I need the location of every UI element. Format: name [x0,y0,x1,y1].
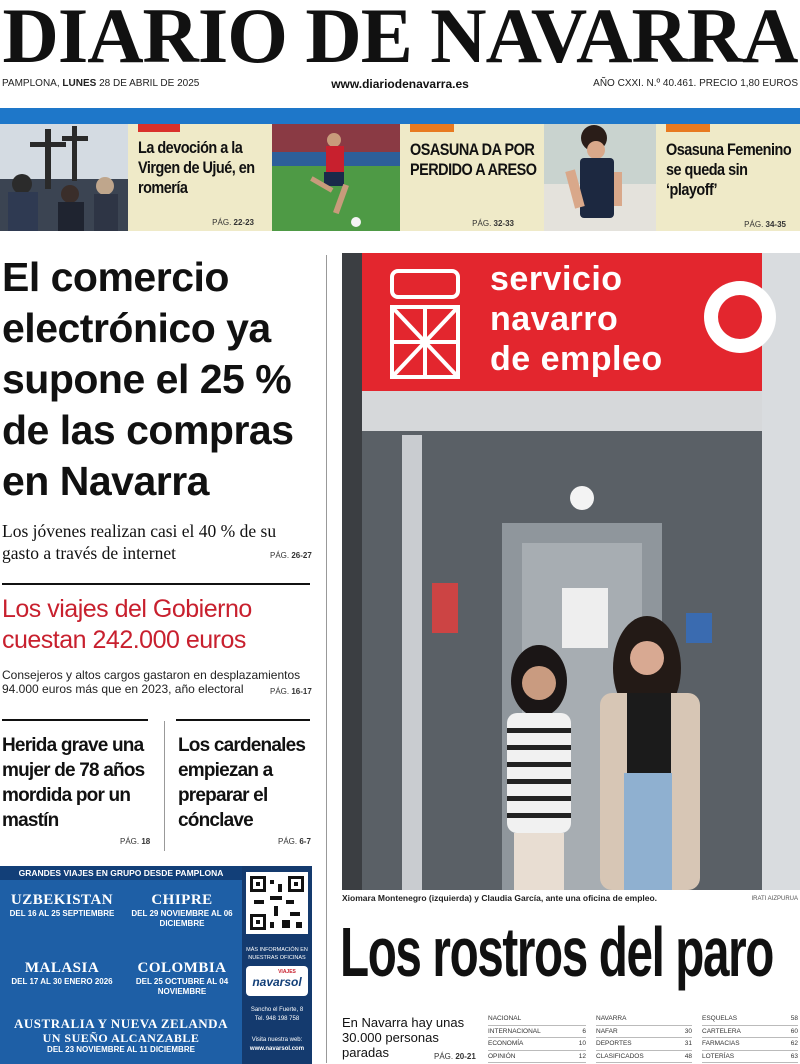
ad-special-title: AUSTRALIA Y NUEVA ZELANDA [14,1016,228,1031]
ad-trip-country: UZBEKISTAN [10,892,114,908]
ad-trip-2[interactable] [122,892,242,929]
photo-caption: Xiomara Montenegro (izquierda) y Claudia García, ante una oficina de empleo. [342,893,658,903]
ad-special-sub: UN SUEÑO ALCANZABLE [42,1031,200,1045]
teaser-3-title: Osasuna Femenino se queda sin ‘playoff’ [666,140,792,199]
index-row-name: LOTERÍAS [702,1052,735,1060]
ad-trip-country: COLOMBIA [137,960,227,976]
main-photo[interactable] [342,253,800,890]
teaser-3-page [744,220,786,229]
teaser-1-page-prefix: PÁG. [212,218,232,227]
teaser-1-accent [138,124,180,132]
story2-page-number: 16-17 [291,687,312,696]
ad-trip-dates: DEL 29 NOVIEMBRE AL 06 DICIEMBRE [131,909,233,928]
index-row-page: 48 [684,1052,692,1060]
story3-page-number: 18 [141,837,151,846]
index-row[interactable] [702,1026,798,1039]
site-url[interactable]: www.diariodenavarra.es [331,77,469,91]
index-row[interactable] [596,1051,692,1064]
index-row-page: 6 [582,1027,586,1035]
ad-trip-dates: DEL 25 OCTUBRE AL 04 NOVIEMBRE [135,977,229,996]
lead-page-prefix: PÁG. [434,1052,454,1061]
story4-headline[interactable]: Los cardenales empiezan a preparar el cónclave [178,735,306,831]
teaser-2-title: OSASUNA DA POR PERDIDO A ARESO [410,140,537,179]
ad-info: MÁS INFORMACIÓN EN NUESTRAS OFICINAS [246,947,308,961]
index-row-page: 10 [578,1040,586,1047]
lead-page [434,1052,476,1061]
dateline-day: LUNES [62,78,97,89]
index-row[interactable] [596,1013,692,1026]
office-sign [490,259,730,379]
main-page-prefix: PÁG. [270,551,290,560]
index-row-page: 58 [790,1015,798,1022]
index-row-name: FARMACIAS [702,1040,740,1047]
index-row-name: OPINIÓN [488,1052,516,1060]
index-row-name: CLASIFICADOS [596,1052,644,1060]
divider [2,719,148,721]
story2-body: Consejeros y altos cargos gastaron en desplazamientos 94.000 euros más que en 2023, año electoral [2,668,301,696]
index-row-page: 63 [790,1052,798,1060]
sign-line-2: navarro [490,300,619,338]
divider [2,583,310,585]
index-row-name: ESQUELAS [702,1015,738,1022]
ad-trip-dates: DEL 16 AL 25 SEPTIEMBRE [9,909,115,918]
teaser-2-photo[interactable] [272,124,400,231]
index-row-page: 12 [578,1052,586,1060]
ad-web[interactable] [246,1036,308,1054]
index-row-name: DEPORTES [596,1040,632,1047]
qr-code[interactable] [246,872,308,934]
index-row-name: CARTELERA [702,1027,741,1035]
ad-web-url: www.navarsol.com [249,1046,305,1052]
teaser-2-accent [410,124,454,132]
ad-special[interactable] [0,1016,242,1055]
procession-image [0,124,128,231]
story4-page [278,837,311,846]
teaser-3-page-number: 34-35 [765,220,786,229]
divider [176,719,310,721]
teaser-1-photo[interactable] [0,124,128,231]
ad-address-line: Sancho el Fuerte, 8 [250,1007,304,1013]
soccer-player-image [272,124,400,231]
index-row-page: 62 [790,1040,798,1047]
index-col-2 [596,1013,692,1063]
qr-code-icon [250,876,304,930]
story3-page-prefix: PÁG. [120,837,140,846]
index-row[interactable] [702,1013,798,1026]
index-row[interactable] [596,1026,692,1039]
ad-address [246,1006,308,1024]
ad-trip-dates: DEL 17 AL 30 ENERO 2026 [11,977,113,986]
teaser-1[interactable] [128,124,272,231]
ad-trip-3[interactable] [2,960,122,987]
index-row[interactable] [488,1051,586,1064]
lead-body: En Navarra hay unas 30.000 personas paradas [342,1015,465,1060]
ad-brand-logo[interactable] [246,966,308,996]
index-row-page: 31 [684,1040,692,1047]
female-player-image [544,124,656,231]
teaser-1-page [212,218,254,227]
index-row-name: NAFAR [596,1027,618,1035]
index-row[interactable] [702,1038,798,1051]
main-headline[interactable]: El comercio electrónico ya supone el 25 % de las compras en Navarra [2,254,294,504]
story2-headline[interactable]: Los viajes del Gobierno cuestan 242.000 euros [2,595,252,654]
index-row-page: 30 [684,1027,692,1035]
column-divider [164,721,165,851]
ad-brand: navarsol [252,975,302,989]
travel-ad[interactable] [0,866,312,1064]
ad-trip-4[interactable] [122,960,242,997]
sign-line-3: de empleo [490,340,663,378]
teaser-1-title: La devoción a la Virgen de Ujué, en romería [138,138,255,197]
ad-special-dates: DEL 23 NOVIEMBRE AL 11 DICIEMBRE [47,1045,195,1054]
index-row-name: ECONOMÍA [488,1040,524,1047]
index-row-name: INTERNACIONAL [488,1027,541,1035]
ad-phone: Tel. 948 198 758 [254,1016,300,1022]
teaser-2-page-number: 32-33 [493,219,514,228]
main-subhead: Los jóvenes realizan casi el 40 % de su gasto a través de internet [2,521,277,563]
masthead-title[interactable]: DIARIO DE NAVARRA [2,0,798,79]
teaser-1-page-number: 22-23 [233,218,254,227]
teaser-3-accent [666,124,710,132]
main-page [270,551,312,560]
main-page-number: 26-27 [291,551,312,560]
edition-info: AÑO CXXI. N.º 40.461. PRECIO 1,80 EUROS [593,78,798,89]
story4-page-number: 6-7 [299,837,311,846]
teaser-2-page [472,219,514,228]
story2-page [270,687,312,696]
ad-trip-country: MALASIA [24,960,100,976]
dateline-date: 28 DE ABRIL DE 2025 [99,78,200,89]
index-row[interactable] [596,1038,692,1051]
teaser-3[interactable] [656,124,800,231]
teaser-2[interactable] [400,124,544,231]
story3-headline[interactable]: Herida grave una mujer de 78 años mordida por un mastín [2,735,145,831]
story4-page-prefix: PÁG. [278,837,298,846]
top-color-bar [0,108,800,124]
story3-page [120,837,150,846]
dateline-city: PAMPLONA, [2,78,60,89]
index-row-name: NACIONAL [488,1015,522,1022]
photo-credit: IRATI AIZPURUA [751,896,798,902]
teaser-3-page-prefix: PÁG. [744,220,764,229]
teaser-3-photo[interactable] [544,124,656,231]
teaser-2-page-prefix: PÁG. [472,219,492,228]
lead-headline[interactable]: Los rostros del paro [340,913,774,991]
ad-header: GRANDES VIAJES EN GRUPO DESDE PAMPLONA [0,866,242,880]
ad-brand-top: VIAJES [278,969,296,975]
index-row-name: NAVARRA [596,1015,627,1022]
sign-line-1: servicio [490,260,623,298]
index-row[interactable] [488,1013,586,1026]
lead-page-number: 20-21 [455,1052,476,1061]
index-row-page: 60 [790,1027,798,1035]
story2-page-prefix: PÁG. [270,687,290,696]
index-row[interactable] [488,1026,586,1039]
ad-trip-1[interactable] [2,892,122,919]
index-row[interactable] [702,1051,798,1064]
index-row[interactable] [488,1038,586,1051]
ad-web-label: Visita nuestra web: [251,1037,303,1043]
column-divider [326,255,327,1063]
ad-trip-country: CHIPRE [151,892,213,908]
index-col-1 [488,1013,586,1063]
index-col-3 [702,1013,798,1063]
